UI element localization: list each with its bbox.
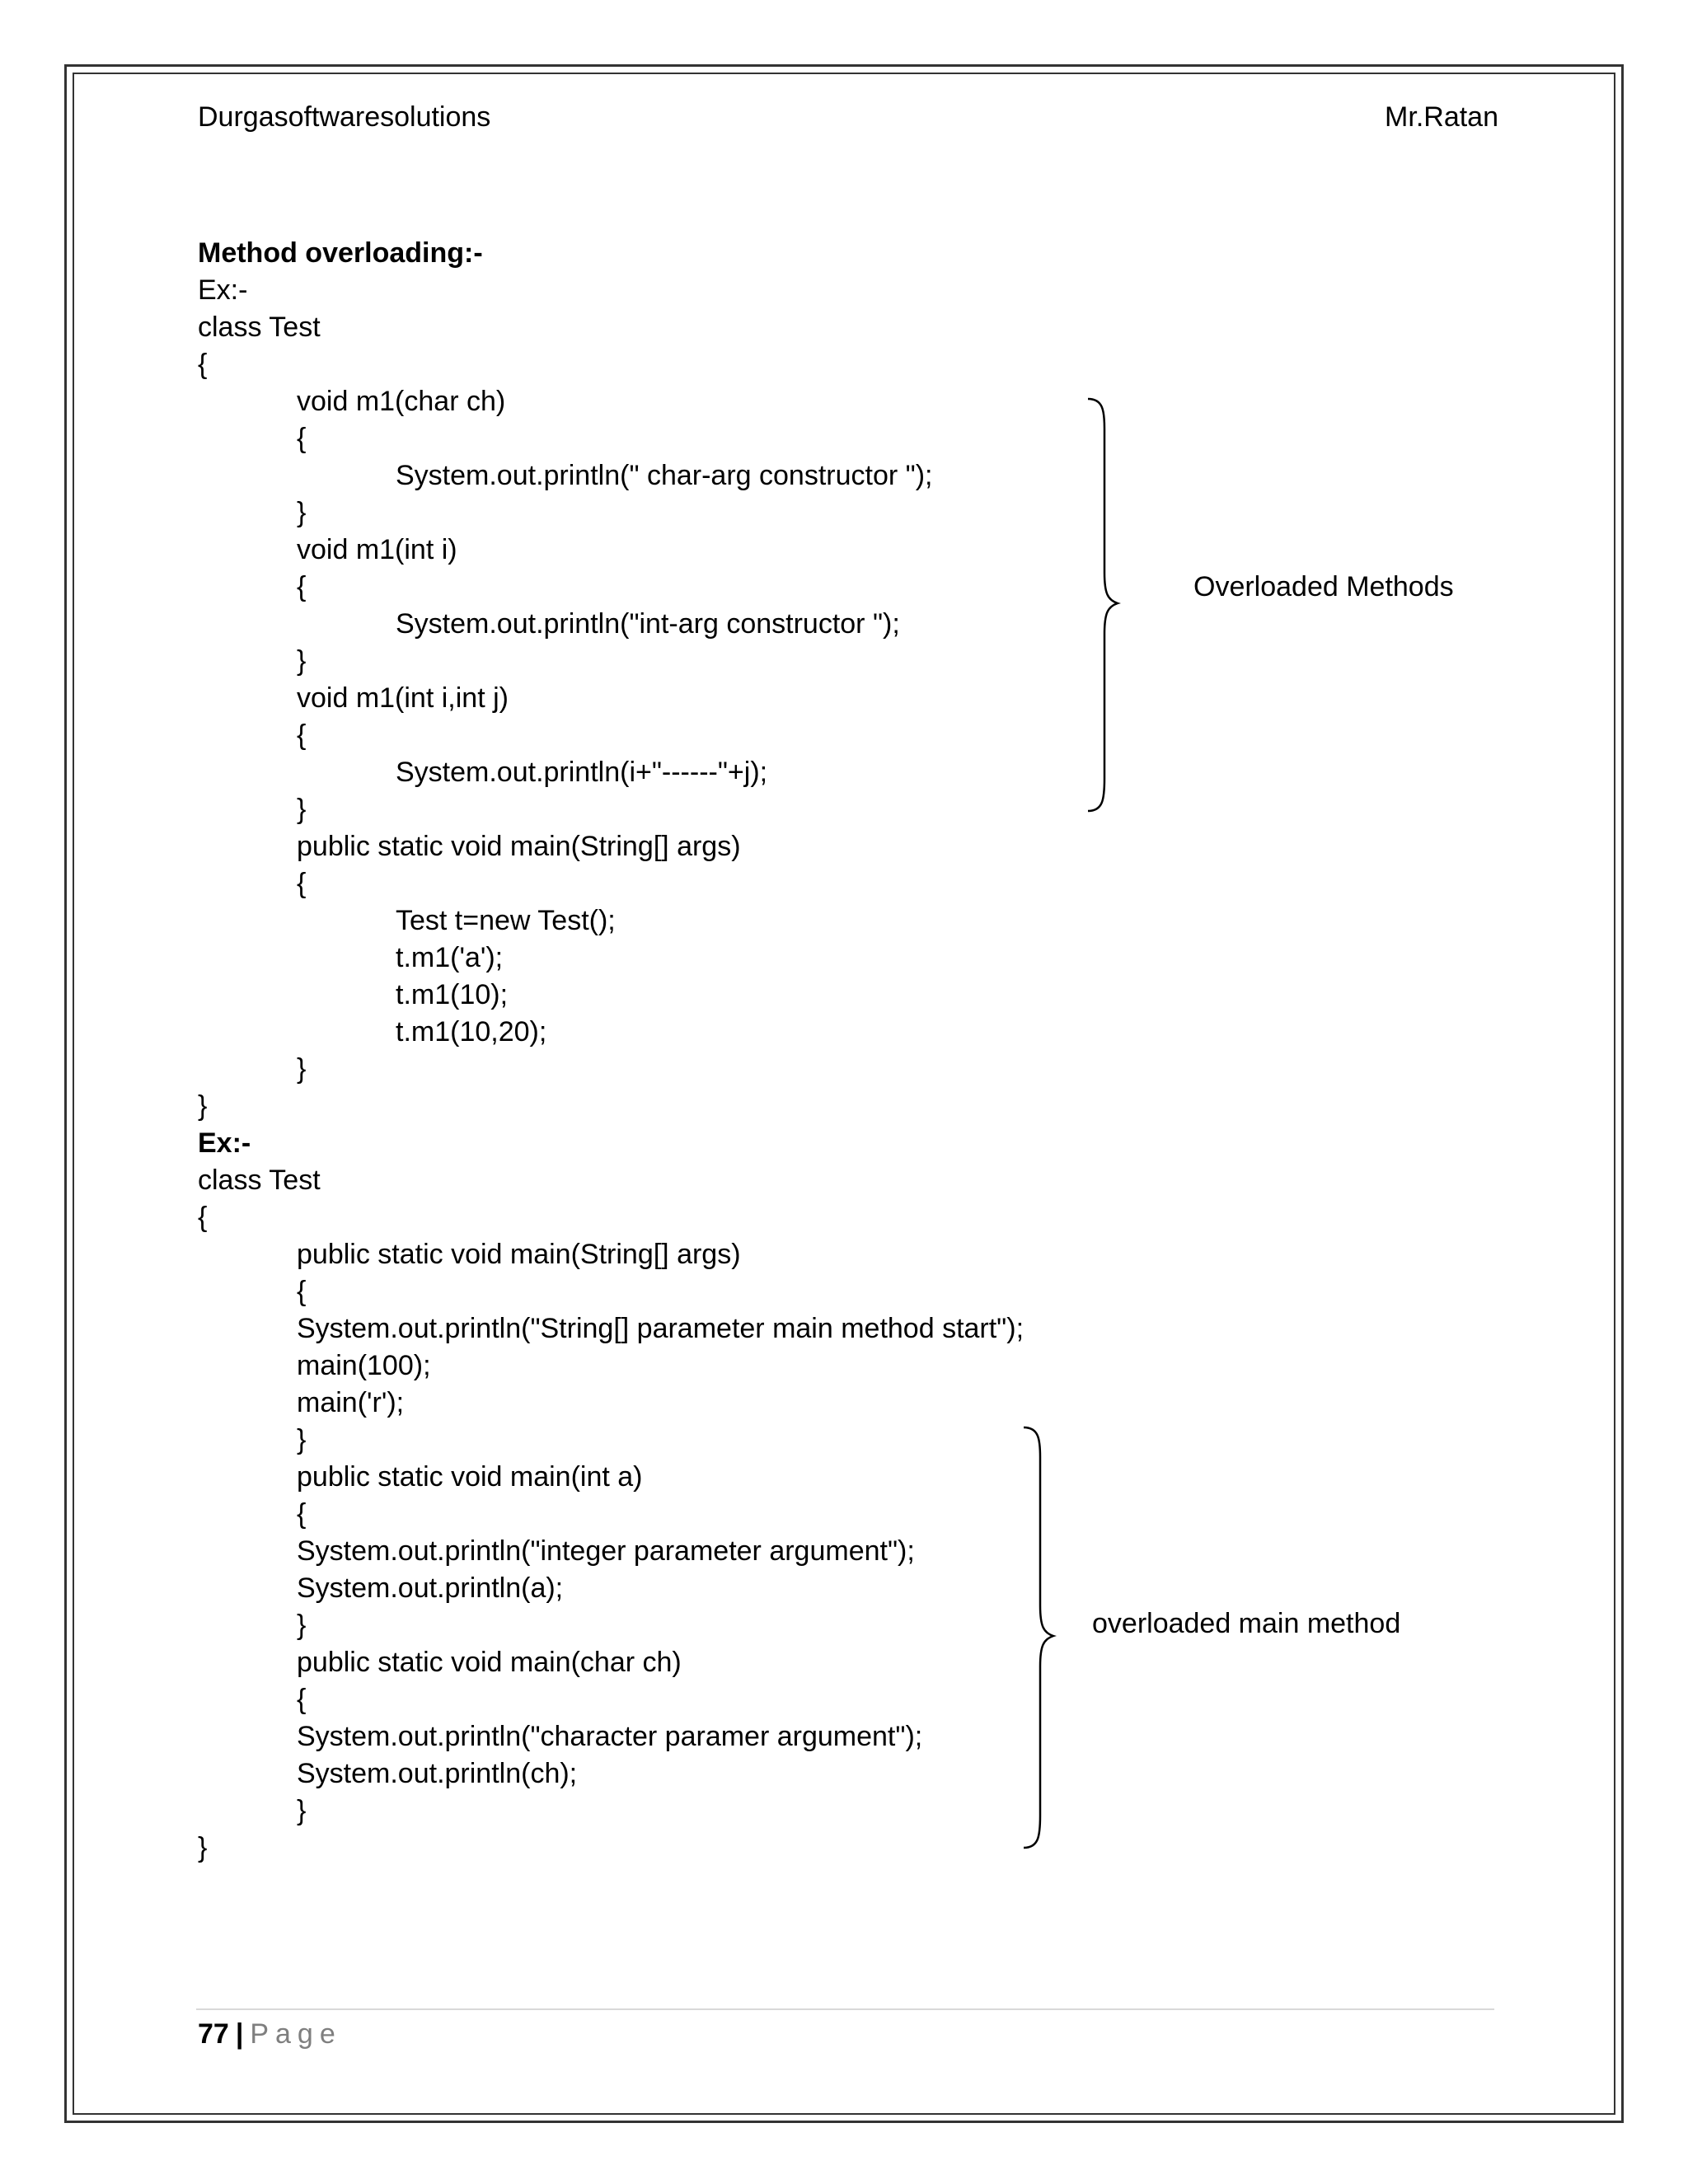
code-listing bbox=[198, 235, 1104, 1867]
code-line: void m1(int i,int j) bbox=[297, 682, 509, 714]
code-line: System.out.println("character paramer argument"); bbox=[297, 1721, 923, 1752]
code-line: } bbox=[297, 1424, 307, 1455]
page-number: 77 bbox=[198, 2018, 229, 2050]
code-line: t.m1(10,20); bbox=[396, 1016, 547, 1047]
code-line: void m1(int i) bbox=[297, 534, 457, 565]
code-line: main(100); bbox=[297, 1350, 431, 1381]
code-line: public static void main(char ch) bbox=[297, 1647, 682, 1678]
page-word: Page bbox=[250, 2018, 342, 2050]
header-right: Mr.Ratan bbox=[1385, 101, 1498, 133]
overloaded-methods-label: Overloaded Methods bbox=[1193, 571, 1454, 602]
code-line: System.out.println("String[] parameter main method start"); bbox=[297, 1313, 1025, 1344]
code-line: { bbox=[297, 1276, 307, 1307]
code-line: Test t=new Test(); bbox=[396, 905, 616, 936]
code-line: main('r'); bbox=[297, 1387, 405, 1418]
code-line: t.m1(10); bbox=[396, 979, 509, 1010]
code-line: { bbox=[297, 1684, 307, 1715]
code-line: { bbox=[297, 1498, 307, 1530]
code-line: Ex:- bbox=[198, 274, 248, 306]
code-line: System.out.println("integer parameter argument"); bbox=[297, 1535, 915, 1567]
header-left: Durgasoftwaresolutions bbox=[198, 101, 491, 133]
code-line: } bbox=[198, 1832, 208, 1863]
code-line: System.out.println(" char-arg constructor "); bbox=[396, 460, 933, 491]
code-line: void m1(char ch) bbox=[297, 386, 506, 417]
brace-overloaded-methods bbox=[1080, 396, 1129, 816]
code-line: System.out.println("int-arg constructor "); bbox=[396, 608, 900, 640]
code-line: Ex:- bbox=[198, 1127, 251, 1159]
code-line: { bbox=[297, 423, 307, 454]
code-line: } bbox=[297, 794, 307, 825]
code-line: { bbox=[198, 1202, 208, 1233]
code-line: } bbox=[297, 645, 307, 677]
code-line: } bbox=[297, 1795, 307, 1826]
code-line: public static void main(String[] args) bbox=[297, 831, 741, 862]
code-line: class Test bbox=[198, 312, 321, 343]
code-line: { bbox=[297, 719, 307, 751]
code-line: public static void main(int a) bbox=[297, 1461, 643, 1493]
code-line: } bbox=[198, 1090, 208, 1122]
footer-rule bbox=[196, 2008, 1494, 2010]
code-line: Method overloading:- bbox=[198, 237, 483, 269]
code-line: System.out.println(a); bbox=[297, 1572, 564, 1604]
brace-overloaded-main bbox=[1015, 1424, 1065, 1853]
code-line: { bbox=[297, 868, 307, 899]
code-line: } bbox=[297, 1053, 307, 1085]
code-line: public static void main(String[] args) bbox=[297, 1239, 741, 1270]
code-line: { bbox=[297, 571, 307, 602]
code-line: } bbox=[297, 497, 307, 528]
page-footer bbox=[198, 2013, 342, 2055]
code-line: t.m1('a'); bbox=[396, 942, 504, 973]
code-line: { bbox=[198, 349, 208, 380]
overloaded-main-label: overloaded main method bbox=[1092, 1608, 1401, 1639]
code-line: } bbox=[297, 1610, 307, 1641]
page-separator: | bbox=[235, 2018, 244, 2050]
code-line: class Test bbox=[198, 1165, 321, 1196]
code-line: System.out.println(i+"------"+j); bbox=[396, 757, 768, 788]
code-line: System.out.println(ch); bbox=[297, 1758, 578, 1789]
